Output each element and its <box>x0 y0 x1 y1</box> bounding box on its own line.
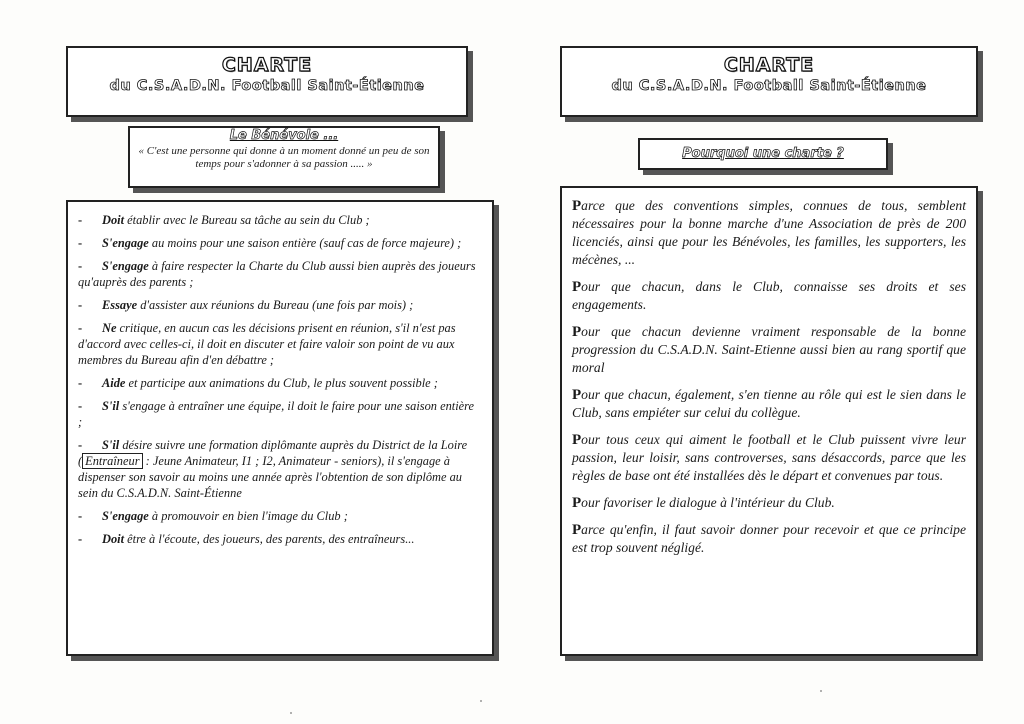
bullet-dash: - <box>78 321 83 335</box>
boxed-word: Entraîneur <box>82 453 142 469</box>
bullet-dash: - <box>78 259 83 273</box>
paragraph-text: our que chacun, dans le Club, connaisse ses droits et ses engagements. <box>572 279 966 312</box>
paragraph-initial: P <box>572 522 582 538</box>
duty-text: d'assister aux réunions du Bureau (une fois par mois) ; <box>137 298 414 312</box>
paragraph-initial: P <box>572 432 582 448</box>
right-title: CHARTE <box>723 54 815 76</box>
reason-paragraph <box>572 521 966 557</box>
paragraph-text: arce que des conventions simples, connues de tous, semblent nécessaires pour la bonne marche d'une Association de près de 200 licenciés, ainsi que pour les Bénévoles, les familles, les supporters, les mécènes, ... <box>572 198 966 267</box>
left-subtitle: du C.S.A.D.N. Football Saint-Étienne <box>109 78 425 94</box>
right-page <box>512 0 1024 724</box>
duty-item <box>78 437 480 501</box>
duty-text: établir avec le Bureau sa tâche au sein du Club ; <box>124 213 370 227</box>
left-title-box <box>66 46 468 117</box>
benevole-quote: « C'est une personne qui donne à un moment donné un peu de son temps pour s'adonner à sa passion ..... » <box>138 145 430 170</box>
reason-paragraph <box>572 323 966 377</box>
benevole-box <box>128 126 440 188</box>
duty-text: à promouvoir en bien l'image du Club ; <box>148 509 348 523</box>
paragraph-initial: P <box>572 387 582 403</box>
paragraph-initial: P <box>572 279 582 295</box>
scan-speck <box>820 690 822 692</box>
bullet-dash: - <box>78 509 83 523</box>
why-paragraphs <box>560 186 978 656</box>
duty-item <box>78 212 480 228</box>
duty-lead-word: S'engage <box>102 236 149 250</box>
duty-text: à faire respecter la Charte du Club aussi bien auprès des joueurs qu'auprès des parents ; <box>78 259 476 289</box>
paragraph-initial: P <box>572 324 582 340</box>
duty-lead-word: Aide <box>102 376 126 390</box>
bullet-dash: - <box>78 376 83 390</box>
duty-text: critique, en aucun cas les décisions prisent en réunion, s'il n'est pas d'accord avec celles-ci, il doit en discuter et faire valoir son point de vu aux membres du Bureau afin d'en débattre ; <box>78 321 456 367</box>
duty-item <box>78 258 480 290</box>
scan-speck <box>480 700 482 702</box>
bullet-dash: - <box>78 236 83 250</box>
right-title-box <box>560 46 978 117</box>
duty-text: et participe aux animations du Club, le plus souvent possible ; <box>125 376 438 390</box>
duty-item <box>78 398 480 430</box>
benevole-title: Le Bénévole ... <box>229 128 339 143</box>
duty-item <box>78 320 480 368</box>
reason-paragraph <box>572 386 966 422</box>
duty-lead-word: S'engage <box>102 509 149 523</box>
why-box <box>638 138 888 170</box>
paragraph-text: our que chacun devienne vraiment responsable de la bonne progression du C.S.A.D.N. Saint-Etienne aussi bien au rang sportif que moral <box>572 324 966 375</box>
reason-paragraph <box>572 494 966 512</box>
duty-item <box>78 508 480 524</box>
bullet-dash: - <box>78 298 83 312</box>
paragraph-text: arce qu'enfin, il faut savoir donner pour recevoir et que ce principe est trop souvent négligé. <box>572 522 966 555</box>
duty-item <box>78 375 480 391</box>
duty-lead-word: Doit <box>102 213 125 227</box>
reason-paragraph <box>572 197 966 269</box>
paragraph-initial: P <box>572 495 582 511</box>
duty-lead-word: S'il <box>102 438 120 452</box>
duty-item <box>78 531 480 547</box>
benevole-duties-list <box>66 200 494 656</box>
reason-paragraph <box>572 278 966 314</box>
reason-paragraph <box>572 431 966 485</box>
duty-item <box>78 297 480 313</box>
duty-lead-word: Doit <box>102 532 125 546</box>
left-title: CHARTE <box>221 54 313 76</box>
paragraph-text: our favoriser le dialogue à l'intérieur du Club. <box>581 495 835 510</box>
duty-item <box>78 235 480 251</box>
scan-speck <box>290 712 292 714</box>
duty-lead-word: S'il <box>102 399 120 413</box>
duty-lead-word: Ne <box>102 321 117 335</box>
bullet-dash: - <box>78 213 83 227</box>
duty-text-cont: : Jeune Animateur, I1 ; I2, Animateur - seniors), il s'engage à dispenser son savoir au moins une année après l'obtention de son diplôme au sein du C.S.A.D.N. Saint-Étienne <box>78 454 462 500</box>
duty-text: être à l'écoute, des joueurs, des parents, des entraîneurs... <box>124 532 415 546</box>
right-subtitle: du C.S.A.D.N. Football Saint-Étienne <box>611 78 927 94</box>
duty-lead-word: Essaye <box>102 298 138 312</box>
paragraph-initial: P <box>572 198 582 214</box>
duty-lead-word: S'engage <box>102 259 149 273</box>
paragraph-text: our que chacun, également, s'en tienne au rôle qui est le sien dans le Club, sans empiéter sur celui du collègue. <box>572 387 966 420</box>
duty-text: au moins pour une saison entière (sauf cas de force majeure) ; <box>148 236 462 250</box>
bullet-dash: - <box>78 438 83 452</box>
paragraph-text: our tous ceux qui aiment le football et le Club puissent vivre leur passion, leur loisir, sans controverses, sans désaccords, parce que les règles de base ont été installées dès le départ et convenues par tous. <box>572 432 966 483</box>
bullet-dash: - <box>78 532 83 546</box>
duty-text: désire suivre une formation diplômante auprès du District de la Loire ( <box>78 438 468 468</box>
why-title: Pourquoi une charte ? <box>682 146 844 161</box>
bullet-dash: - <box>78 399 83 413</box>
duty-text: s'engage à entraîner une équipe, il doit le faire pour une saison entière ; <box>78 399 475 429</box>
